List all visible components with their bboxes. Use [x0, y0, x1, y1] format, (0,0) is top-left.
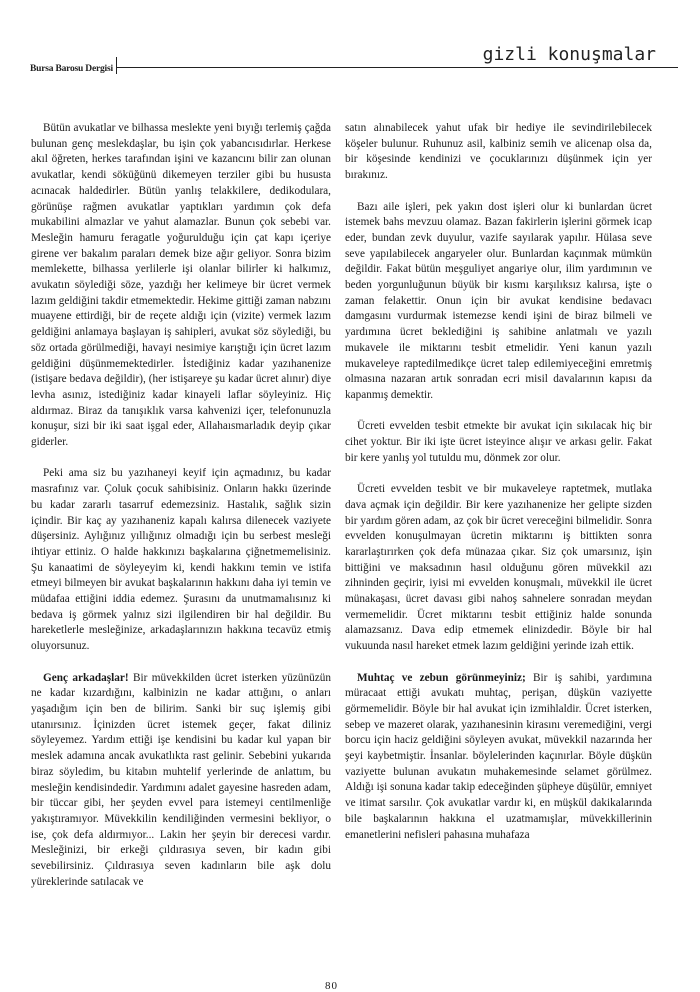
header-rule-tick	[116, 57, 117, 74]
paragraph	[345, 200, 652, 404]
paragraph	[345, 671, 652, 844]
paragraph	[31, 121, 331, 451]
paragraph	[345, 482, 652, 655]
paragraph-text: satın alınabilecek yahut ufak bir hediye ile sevindirilebilecek köşeler bulunur. Ruhunuz asil, kalbiniz semih ve alicenap olsa da, bir köşesinde kendinizi ve çocuklarınızı düşünmek için yer bırakınız.	[345, 122, 652, 182]
paragraph-text: Ücreti evvelden tesbit ve bir mukaveleye raptetmek, mutlaka dava açmak için değildir. Bir kere yazıhanenize her gelipte sizden bir yardım gören adam, az çok bir ücret vereceğini bilmelidir. Sonra evvelden konuşulmayan ücretin miktarını iş bittikten sonra kararlaştırırken çok defa münazaa çıkar. Siz çok umarsınız, işin bittiğini ve maksadının hasıl olduğunu gören müvekkil azı zihninden geçirir, iyisi mi evvelden konuşmalı, müvekkil ile ücret münakaşası, ücret davası gibi nahoş sahnelere sonradan meydan vermemelidir. Ücret miktarını tesbit ettiğiniz halde sonunda alamazsanız. Dava edip etmemek elinizdedir. Böyle bir hal vukuunda nasıl hareket etmek lazım geldiğini yerinde izah ettik.	[345, 483, 652, 653]
left-column	[31, 121, 331, 906]
paragraph	[31, 671, 331, 891]
page-header	[0, 0, 700, 80]
right-column	[345, 121, 652, 859]
page-number: 80	[325, 980, 338, 992]
paragraph	[345, 419, 652, 466]
paragraph-text: Bazı aile işleri, pek yakın dost işleri olur ki bunlardan ücret istemek bahs mevzuu olamaz. Bazan fakirlerin işlerini görmek icap eder, bundan zevk duyulur, vazife sayılarak yapılır. Hülasa seve seve yapılabilecek angaryeler olur. Bunlardan kaçınmak mümkün değildir. Fakat bütün meşguliyet angariye olur, ilim yardımının ve beden yorgunluğunun büyük bir kısmı karşılıksız kalırsa, işte o zaman felakettir. Onun için bir avukat kendisine bedavacı damgasını vurdurmak istemezse kendi işini de biraz bilmeli ve yardımına ücret beklediğini iş sahibine anlatmalı ve yazılı mukavele ile miktarını tesbit etmelidir. Yeni kanun yazılı mukaveleye raptedilmedikçe ücret talep edilemiyeceğini emretmiş olmasına nazaran artık sonradan ecri misil davalarının kapısı da kapanmış demektir.	[345, 200, 652, 401]
paragraph	[345, 121, 652, 184]
paragraph-text: Ücreti evvelden tesbit etmekte bir avukat için sıkılacak hiç bir cihet yoktur. Bir iki işte ücret isteyince alışır ve arkası gelir. Fakat bir kere yanlış yol tutuldu mu, dönmek zor olur.	[345, 420, 652, 464]
paragraph-text: Bütün avukatlar ve bilhassa meslekte yeni bıyığı terlemiş çağda bulunan genç meslekdaşlar, bu işin çok yabancısıdırlar. Herkese akıl öğreten, herkes tarafından işini ve kazancını bilir zan olunan avukatlar, kendi söküğünü dikemeyen terziler gibi bu hususta acınacak haldedirler. Bütün yanlış telakkilere, dedikodulara, görünüşe rağmen avukatlar yaptıkları yardımın çok defa mukabilini almazlar ve yahut alamazlar. Bunun çok sebebi var. Mesleğin hamuru feragatle yoğurulduğu için çat kapı içeriye girene ver bakalım paraları demek bize ağır geliyor. Sonra bizim memlekette, bilhassa yerlilerle işi olanlar bilirler ki halkımız, avukatın söylediği söze, yazdığı her kelimeye bir ücret vermek lazım geldiğini takdir etmemektedir. Hekime gittiği zaman nabzını muayene ettirdiği, bir de reçete aldığı için (vizite) vermek lazım geldiğini anlamaya başlayan iş sahipleri, avukat söz söylediği, bu söz ortada görülmediği, havayi nesimiye karıştığı için ücret lazım geldiğini düşünmemektedirler. İstediğiniz kadar yazıhanenize (istişare bedava değildir), (her istişareye şu kadar ücret alınır) diye levha asınız, istediğiniz kadar kinayeli laflar söyleyiniz. Hiç aldırmaz. Biraz da tanışıklık varsa kahvenizi içer, telefonunuzla konuşur, sizi bir iki saat işgal eder, Allahaısmarladık deyip çıkar giderler.	[31, 122, 331, 449]
paragraph-text: Bir müvekkilden ücret isterken yüzünüzün ne kadar kızardığını, kalbinizin ne kadar attığını, o anları yaşadığım için ben de bilirim. Sanki bir suç işlemiş gibi utanırsınız. İçinizden ücret istemek geçer, fakat diliniz söyleyemez. Yardım ettiği işe kendisini bu kadar kul yapan bir meslek adamına ancak avukatlıkta rast gelinir. Sebebini yukarıda biraz söyledim, bu kitabın muhtelif yerlerinde de anlattım, bu mesleğin kendisindedir. Yardımını adalet gayesine hasreden adam, bir tüccar gibi, her şeyden evvel para istemeyi centilmenliğe yakıştıramıyor. Müvekkilin kendiliğinden vermesini bekliyor, o ise, çok defa aldırmıyor... Lakin her şeyin bir derecesi vardır. Mesleğinizi, bir erkeği çıldırasıya seven, bir kadın gibi sevebilirsiniz. Çıldırasıya seven kadınların bile aşk dolu yüreklerinde satılacak ve	[31, 671, 331, 888]
paragraph	[31, 466, 331, 654]
paragraph-lead: Genç arkadaşlar!	[43, 671, 129, 684]
journal-name: Bursa Barosu Dergisi	[30, 64, 113, 74]
paragraph-lead: Muhtaç ve zebun görünmeyiniz;	[357, 671, 526, 684]
paragraph-text: Peki ama siz bu yazıhaneyi keyif için açmadınız, bu kadar masrafınız var. Çoluk çocuk sahibisiniz. Onların hakkı üzerinde bu kadar zararlı tasarruf edemezsiniz. Hastalık, sağlık sizin içindir. Bir kaç ay yazıhaneniz kapalı kalırsa dilenecek vaziyete düşersiniz. Aylığınız yıllığınız olmadığı için bu serbest mesleği ihtiyar ettiniz. O halde hakkınızı başkalarına çiğnetmemelisiniz. Şu kanaatimi de söyleyeyim ki, kendi hakkını temin ve istifa etmeyi bilmeyen bir avukat başkalarının hakkını daha iyi temin ve müdafaa ettiğini iddia edemez. Şurasını da unutmamalısınız ki bedava iş görmek yalnız sizi ilgilendiren bir hal değildir. Bu hareketlerle mesleğinize, arkadaşlarınızın hakkına tecavüz etmiş oluyorsunuz.	[31, 467, 331, 653]
paragraph-text: Bir iş sahibi, yardımına müracaat ettiği avukatı muhtaç, perişan, düşkün vaziyette görmemelidir. Böyle bir hal avukat için izmihlaldir. Ücret isterken, sebep ve mazeret olarak, yazıhanesinin kirasını veremediğini, vergi borcu için haciz geldiğini söyleyen avukat, müvekkil nazarında her şeyi kaybetmiştir. İnsanlar. böylelerinden kaçınırlar. Böyle düşkün vaziyette bulunan avukatın muhakemesinde selamet görülmez. Aldığı işi sonuna kadar takip edeceğinden şüpheye düşülür, emniyet ve itimat sarsılır. Çok avukatlar vardır ki, en müşkül dakikalarında bile başkalarının hakkına el uzatmamışlar, müvekkillerinin emanetlerini nefisleri pahasına muhafaza	[345, 671, 652, 841]
header-rule	[116, 67, 678, 68]
section-title: gizli konuşmalar	[477, 44, 660, 65]
